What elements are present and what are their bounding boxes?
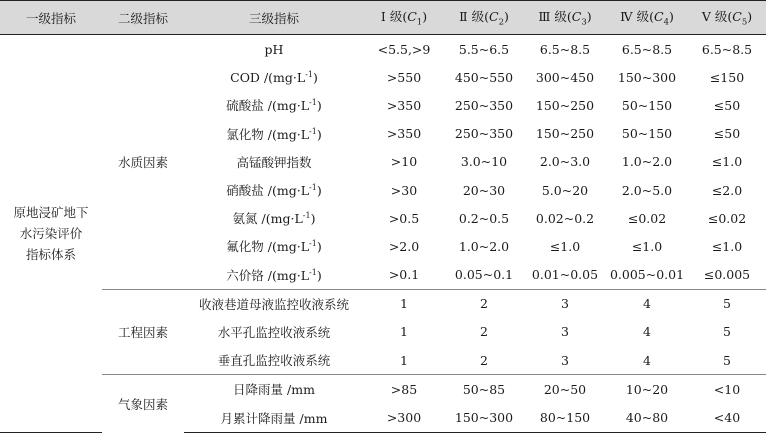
grade-2-value: 2 — [480, 324, 488, 340]
grade-1-value: <5.5,>9 — [364, 35, 444, 64]
grade-1-value: 1 — [364, 289, 444, 318]
grade-5-value: ≤2.0 — [711, 182, 743, 198]
indicator-unit: /(mg·L — [267, 183, 310, 199]
header-level1: 一级指标 — [0, 1, 102, 35]
grade-1-value: >85 — [364, 375, 444, 404]
indicator-unit: /(mg·L — [267, 239, 310, 255]
grade-2-value: 450~550 — [454, 69, 514, 85]
table-body — [0, 35, 766, 433]
indicator-name: pH — [264, 41, 284, 57]
grade-4-value: 0.005~0.01 — [609, 267, 685, 283]
indicator-unit: /(mg·L — [267, 98, 310, 114]
level3-indicator-cell — [184, 63, 364, 91]
grade-3-value: 3 — [524, 289, 606, 318]
grade-4-value: 6.5~8.5 — [606, 35, 688, 64]
level2-indicator-cell: 气象因素 — [102, 375, 184, 432]
header-grade-2: Ⅱ 级$(C_2)$ — [444, 1, 524, 35]
level3-indicator-cell — [184, 346, 364, 375]
level3-indicator-cell — [184, 261, 364, 290]
grade-2-value: 50~85 — [444, 375, 524, 404]
indicator-name: 六价铬 — [226, 267, 264, 283]
table-row — [0, 35, 766, 64]
level3-indicator-cell — [184, 232, 364, 260]
grade-5-value: ≤150 — [709, 69, 745, 85]
indicator-name: 硝酸盐 — [226, 183, 264, 199]
grade-2-value: 2 — [444, 289, 524, 318]
indicator-name: 硫酸盐 — [226, 98, 264, 114]
grade-3-value: 0.01~0.05 — [531, 267, 599, 283]
grade-4-value: 150~300 — [617, 69, 677, 85]
level1-indicator-line: 水污染评价 — [19, 225, 83, 241]
table-row — [0, 375, 766, 404]
grade-3-value: 3 — [561, 324, 569, 340]
header-grade-1: Ⅰ 级$(C_1)$ — [364, 1, 444, 35]
level3-indicator-cell — [184, 35, 364, 64]
indicator-unit-close: ) — [312, 69, 318, 85]
grade-4-value: 1.0~2.0 — [621, 154, 673, 170]
header-level3: 三级指标 — [184, 1, 364, 35]
indicator-unit-exponent: -1 — [305, 69, 313, 79]
grade-2-value: 150~300 — [444, 403, 524, 432]
grade-4-value: ≤1.0 — [631, 238, 663, 254]
indicator-unit-close: ) — [316, 183, 322, 199]
indicator-unit-exponent: -1 — [309, 267, 317, 277]
grade-3-value: 20~50 — [524, 375, 606, 404]
level2-indicator-cell: 水质因素 — [102, 35, 184, 290]
grade-4-value: 50~150 — [621, 97, 673, 113]
grade-1-value: >350 — [386, 97, 422, 113]
grade-2-value: 0.05~0.1 — [454, 267, 514, 283]
grade-5-value: 6.5~8.5 — [688, 35, 766, 64]
level1-indicator-line: 原地浸矿地下 — [13, 204, 89, 220]
grade-3-value: 300~450 — [535, 69, 595, 85]
grade-3-value: 80~150 — [524, 403, 606, 432]
grade-2-value: 5.5~6.5 — [444, 35, 524, 64]
level3-indicator-cell — [184, 289, 364, 318]
indicator-unit: /(mg·L — [261, 211, 303, 227]
grade-3-value: ≤1.0 — [549, 238, 581, 254]
grade-1-value: >0.5 — [388, 210, 420, 226]
indicator-unit: /(mg·L — [263, 69, 306, 85]
indicator-name: COD — [230, 69, 260, 85]
header-grade-5: Ⅴ 级$(C_5)$ — [688, 1, 766, 35]
grade-1-value: 1 — [400, 324, 408, 340]
indicator-name: 日降雨量 — [233, 382, 284, 398]
grade-5-value: 5 — [723, 352, 731, 368]
grade-4-value: ≤0.02 — [627, 210, 667, 226]
indicator-name: 月累计降雨量 — [220, 410, 296, 426]
indicator-unit-exponent: -1 — [309, 98, 317, 108]
grade-2-value: 0.2~0.5 — [458, 210, 510, 226]
grade-1-value: >300 — [364, 403, 444, 432]
indicator-unit-exponent: -1 — [309, 182, 317, 192]
header-grade-4: Ⅳ 级$(C_4)$ — [606, 1, 688, 35]
level3-indicator-cell — [184, 120, 364, 148]
grade-3-value: 150~250 — [535, 126, 595, 142]
indicator-unit: /(mg·L — [267, 126, 310, 142]
level1-indicator-cell — [0, 35, 102, 433]
indicator-unit-close: ) — [310, 211, 316, 227]
grade-3-value: 2.0~3.0 — [539, 154, 591, 170]
grade-5-value: ≤50 — [713, 126, 741, 142]
level3-indicator-cell — [184, 403, 364, 432]
indicator-name: 氨氮 — [232, 211, 258, 227]
level2-indicator-cell: 工程因素 — [102, 289, 184, 375]
indicator-unit: /mm — [299, 410, 328, 426]
indicator-unit-close: ) — [316, 98, 322, 114]
grade-4-value: 50~150 — [621, 126, 673, 142]
grade-5-value: 5 — [723, 324, 731, 340]
grade-4-value: 40~80 — [606, 403, 688, 432]
table-row — [0, 289, 766, 318]
level3-indicator-cell — [184, 148, 364, 176]
indicator-unit-close: ) — [316, 267, 322, 283]
indicator-name: 垂直孔监控收液系统 — [217, 353, 331, 369]
grade-4-value: 10~20 — [606, 375, 688, 404]
grade-1-value: >10 — [390, 154, 418, 170]
grade-1-value: >2.0 — [388, 238, 420, 254]
grade-4-value: 4 — [643, 352, 651, 368]
grade-1-value: >30 — [390, 182, 418, 198]
indicator-unit-close: ) — [316, 239, 322, 255]
grade-2-value: 2 — [480, 352, 488, 368]
grade-1-value: >350 — [386, 126, 422, 142]
indicator-unit-close: ) — [316, 126, 322, 142]
indicator-name: 高锰酸钾指数 — [236, 154, 312, 170]
grade-2-value: 1.0~2.0 — [458, 238, 510, 254]
header-grade-3: Ⅲ 级$(C_3)$ — [524, 1, 606, 35]
grade-5-value: 5 — [688, 289, 766, 318]
header-level2: 二级指标 — [102, 1, 184, 35]
indicator-unit: /mm — [287, 382, 315, 398]
level3-indicator-cell — [184, 176, 364, 204]
grade-3-value: 6.5~8.5 — [524, 35, 606, 64]
grade-3-value: 0.02~0.2 — [535, 210, 595, 226]
grade-2-value: 20~30 — [462, 182, 506, 198]
grade-5-value: ≤0.02 — [707, 210, 747, 226]
grade-3-value: 5.0~20 — [541, 182, 589, 198]
indicator-unit-exponent: -1 — [309, 126, 317, 136]
indicator-name: 氟化物 — [226, 239, 264, 255]
grade-5-value: <10 — [688, 375, 766, 404]
grade-2-value: 250~350 — [454, 97, 514, 113]
grade-4-value: 4 — [606, 289, 688, 318]
grade-3-value: 150~250 — [535, 97, 595, 113]
grade-3-value: 3 — [561, 352, 569, 368]
grade-5-value: ≤50 — [713, 97, 741, 113]
indicator-unit: /(mg·L — [267, 267, 310, 283]
grade-1-value: >0.1 — [388, 267, 420, 283]
grade-5-value: ≤1.0 — [711, 154, 743, 170]
level3-indicator-cell — [184, 375, 364, 404]
grade-1-value: 1 — [400, 352, 408, 368]
indicator-unit-exponent: -1 — [302, 211, 311, 221]
level3-indicator-cell — [184, 91, 364, 119]
grade-5-value: ≤0.005 — [703, 267, 751, 283]
level3-indicator-cell — [184, 204, 364, 232]
level3-indicator-cell — [184, 318, 364, 346]
grade-4-value: 2.0~5.0 — [621, 182, 673, 198]
grade-5-value: ≤1.0 — [711, 238, 743, 254]
indicator-name: 水平孔监控收液系统 — [217, 324, 331, 340]
header-row — [0, 1, 766, 35]
grade-2-value: 3.0~10 — [460, 154, 508, 170]
level1-indicator-line: 指标体系 — [25, 246, 76, 262]
indicator-name: 收液巷道母液监控收液系统 — [198, 296, 349, 312]
indicator-name: 氯化物 — [226, 126, 264, 142]
grade-2-value: 250~350 — [454, 126, 514, 142]
grade-1-value: >550 — [386, 69, 422, 85]
indicator-unit-exponent: -1 — [309, 239, 317, 249]
grade-5-value: <40 — [688, 403, 766, 432]
grade-4-value: 4 — [643, 324, 651, 340]
